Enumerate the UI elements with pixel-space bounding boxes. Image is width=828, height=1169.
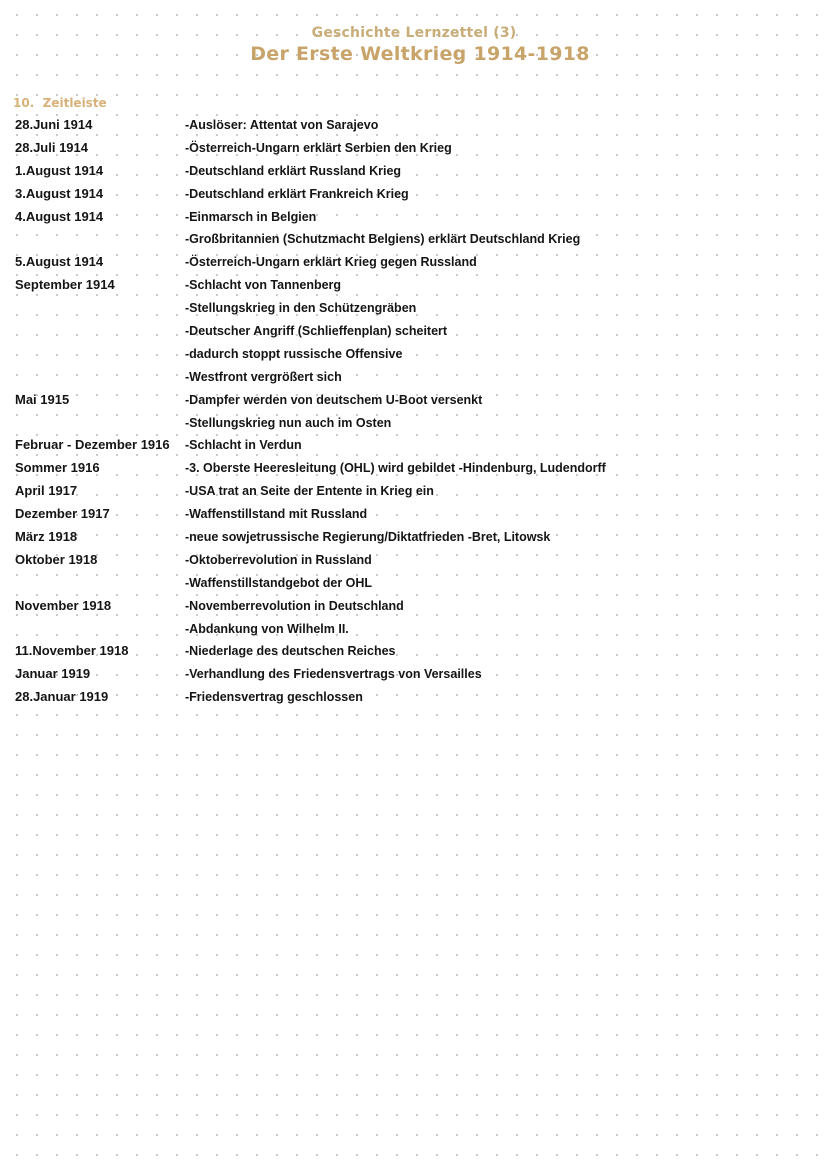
timeline-date: Mai 1915 [15, 391, 70, 407]
timeline-date: November 1918 [15, 597, 112, 613]
timeline-row [15, 687, 815, 710]
page-header [0, 24, 828, 66]
timeline-date: September 1914 [15, 277, 115, 293]
timeline-date: Januar 1919 [15, 666, 91, 682]
timeline-date: 28.Juni 1914 [15, 117, 93, 132]
page-title: Der Erste Weltkrieg 1914-1918 [250, 43, 590, 65]
timeline-date: 11.November 1918 [15, 643, 129, 659]
timeline-row [15, 252, 815, 275]
timeline-date: April 1917 [15, 483, 78, 499]
timeline-event: -Auslöser: Attentat von Sarajevo [185, 118, 379, 132]
timeline-event: -3. Oberste Heeresleitung (OHL) wird gebildet -Hindenburg, Ludendorff [185, 461, 606, 476]
timeline-row [15, 573, 815, 596]
timeline-event: -Niederlage des deutschen Reiches [185, 644, 396, 659]
page-subtitle: Geschichte Lernzettel (3) [311, 25, 517, 41]
timeline-row [15, 321, 815, 344]
timeline-event: -Abdankung von Wilhelm II. [185, 621, 349, 636]
timeline-date: Februar - Dezember 1916 [15, 437, 170, 453]
timeline-event: -USA trat an Seite der Entente in Krieg ein [185, 484, 434, 499]
timeline-date: 3.August 1914 [15, 185, 104, 201]
timeline-event: -Oktoberrevolution in Russland [185, 552, 372, 567]
timeline-event: -Dampfer werden von deutschem U-Boot versenkt [185, 392, 483, 407]
timeline-row [15, 619, 815, 642]
timeline-date: März 1918 [15, 529, 78, 545]
timeline-date: 28.Juli 1914 [15, 139, 88, 155]
timeline-date: 4.August 1914 [15, 208, 104, 224]
timeline-event: -Westfront vergrößert sich [185, 369, 342, 384]
timeline-event: -neue sowjetrussische Regierung/Diktatfrieden -Bret, Litowsk [185, 530, 551, 545]
timeline-event: -Schlacht in Verdun [185, 438, 302, 453]
timeline-event: -dadurch stoppt russische Offensive [185, 346, 403, 361]
timeline-event: -Deutschland erklärt Russland Krieg [185, 163, 402, 178]
timeline-date: Dezember 1917 [15, 506, 110, 522]
timeline-row [15, 527, 815, 550]
section-label: Zeitleiste [42, 96, 107, 110]
section-heading [13, 95, 107, 111]
timeline-event: -Deutschland erklärt Frankreich Krieg [185, 186, 409, 201]
timeline-event: -Stellungskrieg nun auch im Osten [185, 415, 392, 430]
timeline-event: -Waffenstillstand mit Russland [185, 507, 368, 522]
timeline-event: -Friedensvertrag geschlossen [185, 690, 363, 705]
timeline-event: -Österreich-Ungarn erklärt Serbien den Krieg [185, 140, 452, 155]
timeline-row [15, 390, 815, 413]
timeline-row [15, 413, 815, 436]
timeline-row [15, 275, 815, 298]
timeline-row [15, 138, 815, 161]
timeline-row [15, 641, 815, 664]
timeline-row [15, 550, 815, 573]
timeline-row [15, 298, 815, 321]
section-number: 10. [13, 96, 35, 110]
timeline-event: -Novemberrevolution in Deutschland [185, 598, 404, 613]
timeline-row [15, 504, 815, 527]
timeline-event: -Verhandlung des Friedensvertrags von Versailles [185, 667, 482, 682]
timeline-row [15, 161, 815, 184]
timeline-row [15, 207, 815, 230]
timeline-date: 28.Januar 1919 [15, 689, 109, 705]
timeline-row [15, 481, 815, 504]
timeline-event: -Schlacht von Tannenberg [185, 278, 342, 293]
timeline-row [15, 115, 815, 138]
timeline-row [15, 367, 815, 390]
timeline-event: -Waffenstillstandgebot der OHL [185, 575, 373, 590]
timeline-row [15, 458, 815, 481]
timeline-date: 5.August 1914 [15, 254, 104, 270]
timeline-event: -Deutscher Angriff (Schlieffenplan) scheitert [185, 324, 448, 339]
timeline-event: -Stellungskrieg in den Schützengräben [185, 301, 417, 316]
timeline-date: Oktober 1918 [15, 551, 98, 567]
timeline-row [15, 596, 815, 619]
timeline-row [15, 435, 815, 458]
timeline-event: -Großbritannien (Schutzmacht Belgiens) erklärt Deutschland Krieg [185, 232, 581, 247]
timeline-row [15, 229, 815, 252]
timeline-row [15, 184, 815, 207]
timeline-event: -Österreich-Ungarn erklärt Krieg gegen Russland [185, 255, 477, 270]
timeline-list [15, 115, 815, 710]
timeline-date: Sommer 1916 [15, 460, 100, 476]
timeline-row [15, 344, 815, 367]
timeline-row [15, 664, 815, 687]
timeline-date: 1.August 1914 [15, 162, 104, 178]
timeline-event: -Einmarsch in Belgien [185, 209, 317, 224]
